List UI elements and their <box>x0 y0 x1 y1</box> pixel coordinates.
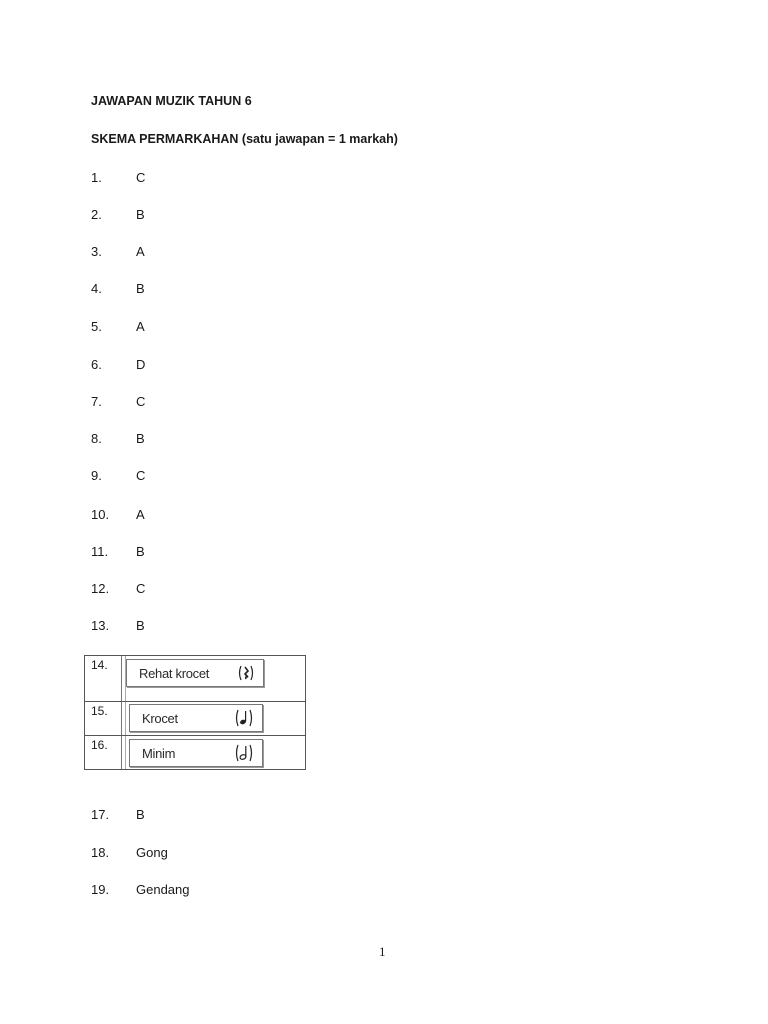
answer-row <box>91 507 145 523</box>
answer-number: 1. <box>91 170 102 185</box>
answer-number: 7. <box>91 394 102 409</box>
answer-number: 18. <box>91 845 110 860</box>
minim-note-icon <box>234 743 254 763</box>
answer-row <box>91 244 145 260</box>
answer-value: D <box>136 357 146 372</box>
note-label: Krocet <box>142 711 178 726</box>
answer-number: 19. <box>91 882 110 897</box>
answer-row <box>91 281 145 297</box>
answer-row <box>91 357 145 373</box>
note-answer-table <box>84 655 306 770</box>
answer-number: 3. <box>91 244 102 259</box>
crotchet-rest-icon <box>237 664 255 682</box>
answer-value: C <box>136 581 146 596</box>
page-number: 1 <box>379 944 386 959</box>
answer-number: 8. <box>91 431 102 446</box>
answer-row <box>91 618 145 634</box>
answer-number: 16. <box>91 738 108 752</box>
answer-row <box>91 431 145 447</box>
note-card <box>126 659 264 687</box>
table-row <box>85 701 305 736</box>
answer-number: 11. <box>91 544 109 559</box>
answer-value: B <box>136 431 145 446</box>
answer-value: A <box>136 244 145 259</box>
answer-value: B <box>136 544 145 559</box>
answer-row <box>91 468 145 484</box>
crotchet-note-icon <box>234 708 254 728</box>
answer-number: 4. <box>91 281 102 296</box>
answer-row <box>91 319 145 335</box>
answer-number: 12. <box>91 581 110 596</box>
note-label: Rehat krocet <box>139 666 210 681</box>
answer-row <box>91 882 190 898</box>
answer-number: 5. <box>91 319 102 334</box>
answer-value: C <box>136 170 146 185</box>
answer-value: C <box>136 468 146 483</box>
answer-value: A <box>136 319 145 334</box>
document-title: JAWAPAN MUZIK TAHUN 6 <box>91 94 252 108</box>
answer-row <box>91 207 145 223</box>
answer-number: 14. <box>91 658 108 672</box>
answer-value: B <box>136 281 145 296</box>
answer-row <box>91 544 145 560</box>
answer-row <box>91 394 145 410</box>
table-row <box>85 735 305 770</box>
answer-value: B <box>136 807 145 822</box>
answer-number: 9. <box>91 468 102 483</box>
answer-number: 13. <box>91 618 110 633</box>
answer-value: B <box>136 207 145 222</box>
answer-row <box>91 581 145 597</box>
answer-number: 15. <box>91 704 108 718</box>
answer-number: 6. <box>91 357 102 372</box>
table-row <box>85 656 305 701</box>
answer-row <box>91 807 145 823</box>
note-card <box>129 739 263 767</box>
document-subtitle: SKEMA PERMARKAHAN (satu jawapan = 1 markah) <box>91 132 398 146</box>
answer-value: A <box>136 507 145 522</box>
answer-number: 17. <box>91 807 110 822</box>
answer-value: Gong <box>136 845 168 860</box>
answer-number: 10. <box>91 507 110 522</box>
answer-value: C <box>136 394 146 409</box>
answer-number: 2. <box>91 207 102 222</box>
answer-value: Gendang <box>136 882 190 897</box>
note-label: Minim <box>142 746 176 761</box>
answer-row <box>91 845 168 861</box>
answer-value: B <box>136 618 145 633</box>
answer-row <box>91 170 145 186</box>
note-card <box>129 704 263 732</box>
